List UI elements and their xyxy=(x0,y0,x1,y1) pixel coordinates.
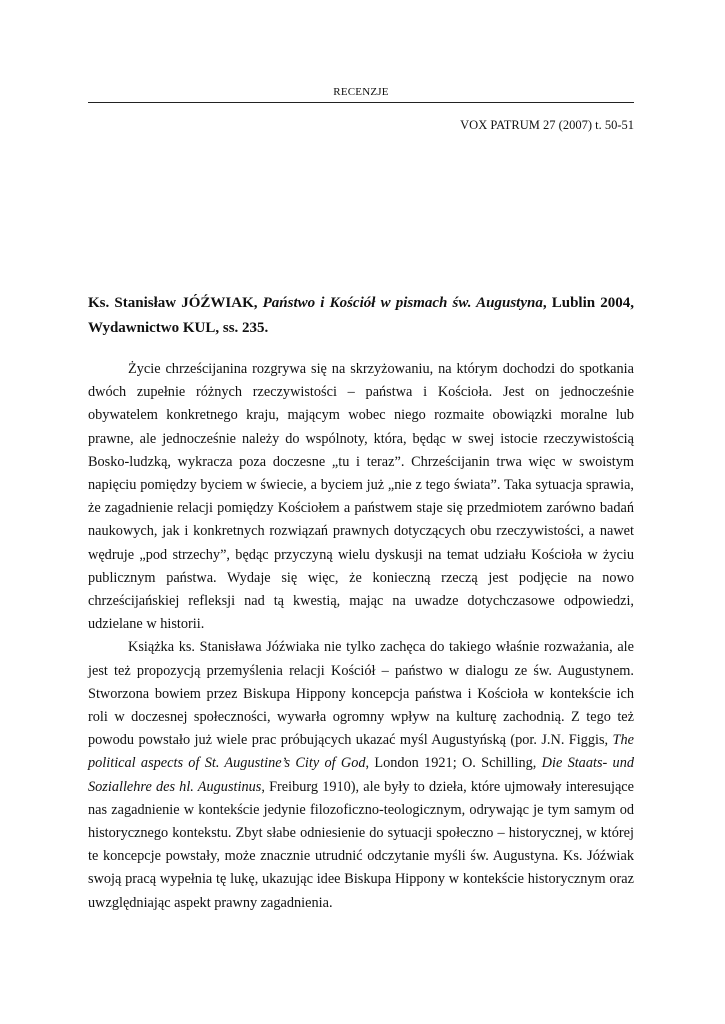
header-rule xyxy=(88,102,634,103)
journal-citation: VOX PATRUM 27 (2007) t. 50-51 xyxy=(460,118,634,132)
paragraph-2-part-1: Książka ks. Stanisława Jóźwiaka nie tylko zachęca do takiego właśnie rozważania, ale jest też propozycją przemyślenia relacji Kościół – państwo w dialogu ze św. Augustynem. Stworzona bowiem przez Biskupa Hippony koncepcja państwa i Kościoła w kontekście ich roli w doczesnej społeczności, wywarła ogromny wpływ na kulturę zachodnią. Z tego też powodu powstało już wiele prac próbujących ukazać myśl Augustyńską (por. J.N. Figgis, xyxy=(88,639,634,749)
paragraph-2-part-3: , Freiburg 1910), ale były to dzieła, które ujmowały interesujące nas zagadnienie w kontekście jedynie filozoficzno-teologicznym, odrywając je tym samym od historycznego kontekstu. Zbyt słabe odniesienie do sytuacji społeczno – historycznej, w której te koncepcje powstały, może znacznie utrudnić odczytanie myśli św. Augustyna. Ks. Jóźwiak swoją pracą wypełnia tę lukę, ukazując idee Biskupa Hippony w kontekście historycznym oraz uwzględniając aspekt prawny zagadnienia. xyxy=(88,778,634,911)
paragraph-2-part-2: , London 1921; O. Schilling, xyxy=(365,755,542,772)
review-body xyxy=(88,358,634,915)
review-title xyxy=(88,291,634,341)
paragraph-1: Życie chrześcijanina rozgrywa się na skrzyżowaniu, na którym dochodzi do spotkania dwóch zupełnie różnych rzeczywistości – państwa i Kościoła. Jest on jednocześnie obywatelem konkretnego kraju, mającym wobec niego rozmaite obowiązki moralne lub prawne, ale jednocześnie należy do wspólnoty, która, będąc w swej istocie rzeczywistością Bosko-ludzką, wykracza poza doczesne „tu i teraz”. Chrześcijanin trwa więc w swoistym napięciu pomiędzy byciem w świecie, a byciem już „nie z tego świata”. Taka sytuacja sprawia, że zagadnienie relacji pomiędzy Kościołem a państwem staje się przedmiotem zarówno badań naukowych, jak i konkretnych rozwiązań prawnych dotyczących obu rzeczywistości, a nawet wędruje „pod strzechy”, będąc przyczyną wielu dyskusji na temat udziału Kościoła w życiu publicznym państwa. Wydaje się więc, że konieczną rzeczą jest podjęcie na nowo chrześcijańskiej refleksji nad tą kwestią, mając na uwadze dotychczasowe odpowiedzi, udzielane w historii. xyxy=(88,361,634,633)
book-title: Państwo i Kościół w pismach św. Augustyna xyxy=(262,295,543,311)
publication-info: , Lublin 2004, Wydawnictwo KUL, ss. 235. xyxy=(88,295,634,336)
paragraph-2 xyxy=(88,636,634,914)
book-author: Ks. Stanisław JÓŹWIAK, xyxy=(88,295,263,311)
cited-title-2: Die Staats- und Soziallehre des hl. Augustinus xyxy=(88,755,635,795)
cited-title-1: The political aspects of St. Augustine’s City of God xyxy=(88,732,634,772)
section-header: RECENZJE xyxy=(333,86,389,98)
